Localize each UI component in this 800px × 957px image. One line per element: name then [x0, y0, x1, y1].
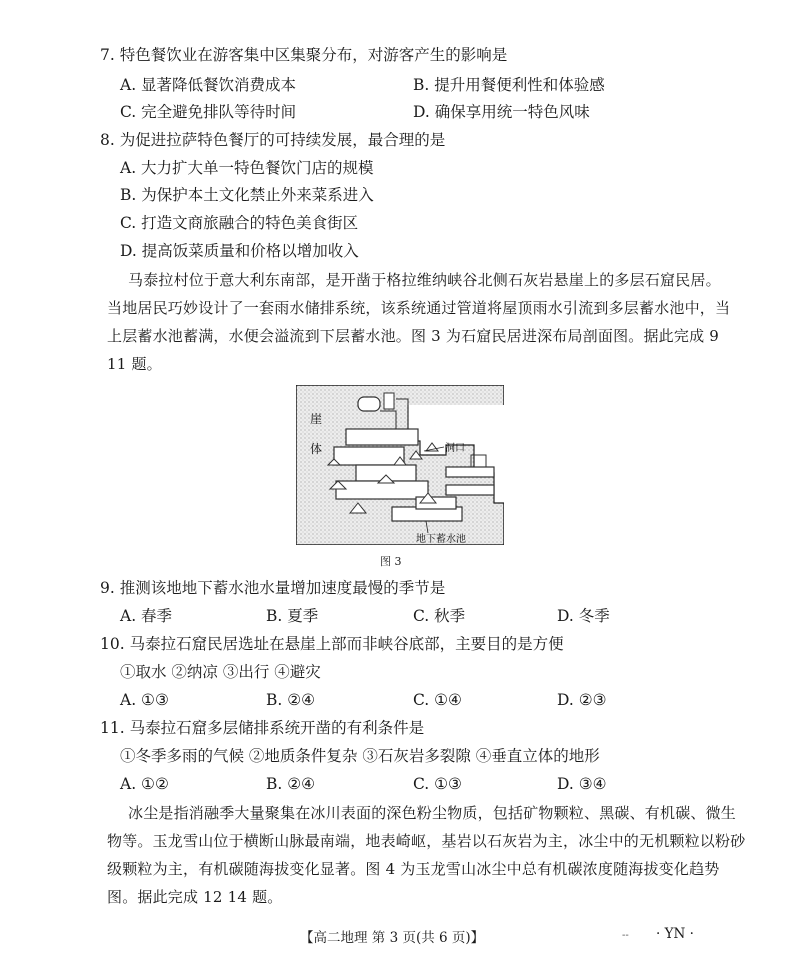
q7-option-b: B. 提升用餐便利性和体验感 — [413, 76, 605, 94]
q10-option-a: A. ①③ — [120, 691, 169, 709]
q10-option-d: D. ②③ — [557, 691, 607, 709]
passage-2-line-4: 图。据此完成 12 14 题。 — [107, 888, 283, 906]
footer-page-label: 【高二地理 第 3 页(共 6 页)】 — [300, 930, 485, 946]
body-label: 体 — [310, 442, 323, 456]
cliff-label: 崖 — [310, 412, 323, 426]
question-9-stem: 9. 推测该地地下蓄水池水量增加速度最慢的季节是 — [100, 579, 446, 597]
q11-option-d: D. ③④ — [557, 775, 607, 793]
passage-1-line-2: 当地居民巧妙设计了一套雨水储排系统，该系统通过管道将屋顶雨水引流到多层蓄水池中，当 — [107, 299, 731, 317]
figure-3-caption: 图 3 — [380, 555, 402, 568]
q7-option-d: D. 确保享用统一特色风味 — [413, 103, 590, 121]
q7-option-c: C. 完全避免排队等待时间 — [120, 103, 297, 121]
question-8-stem: 8. 为促进拉萨特色餐厅的可持续发展，最合理的是 — [100, 131, 446, 149]
q8-option-c: C. 打造文商旅融合的特色美食街区 — [120, 214, 359, 232]
passage-2-line-2: 物等。玉龙雪山位于横断山脉最南端，地表崎岖，基岩以石灰岩为主，冰尘中的无机颗粒以粉砂 — [107, 832, 746, 850]
passage-1-line-4: 11 题。 — [107, 355, 162, 373]
q11-option-c: C. ①③ — [413, 775, 462, 793]
cistern-label: 地下蓄水池 — [416, 534, 466, 545]
cave-mouth-label: 洞口 — [445, 443, 465, 454]
question-10-stem: 10. 马泰拉石窟民居选址在悬崖上部而非峡谷底部，主要目的是方便 — [100, 635, 564, 653]
q7-option-a: A. 显著降低餐饮消费成本 — [120, 76, 297, 94]
passage-1-line-3: 上层蓄水池蓄满，水便会溢流到下层蓄水池。图 3 为石窟民居进深布局剖面图。据此完成 9 — [107, 327, 719, 345]
figure-3-cave-dwelling-section — [296, 385, 504, 545]
q9-option-d: D. 冬季 — [557, 607, 610, 625]
passage-2-line-3: 级颗粒为主，有机碳随海拔变化显著。图 4 为玉龙雪山冰尘中总有机碳浓度随海拔变化趋势 — [107, 860, 720, 878]
q9-option-a: A. 春季 — [120, 607, 173, 625]
question-11-stem: 11. 马泰拉石窟多层储排系统开凿的有利条件是 — [100, 719, 425, 737]
passage-2-line-1: 冰尘是指消融季大量聚集在冰川表面的深色粉尘物质，包括矿物颗粒、黑碳、有机碳、微生 — [128, 804, 737, 822]
q8-option-b: B. 为保护本土文化禁止外来菜系进入 — [120, 186, 374, 204]
passage-1-line-1: 马泰拉村位于意大利东南部，是开凿于格拉维纳峡谷北侧石灰岩悬崖上的多层石窟民居。 — [128, 271, 721, 289]
footer-mark: -- — [622, 930, 629, 941]
q11-option-b: B. ②④ — [266, 775, 316, 793]
q8-option-d: D. 提高饭菜质量和价格以增加收入 — [120, 242, 359, 260]
q11-option-a: A. ①② — [120, 775, 169, 793]
question-7-stem: 7. 特色餐饮业在游客集中区集聚分布，对游客产生的影响是 — [100, 46, 508, 64]
q10-items: ①取水 ②纳凉 ③出行 ④避灾 — [120, 663, 321, 681]
q11-items: ①冬季多雨的气候 ②地质条件复杂 ③石灰岩多裂隙 ④垂直立体的地形 — [120, 747, 600, 765]
q10-option-c: C. ①④ — [413, 691, 462, 709]
q10-option-b: B. ②④ — [266, 691, 316, 709]
q9-option-b: B. 夏季 — [266, 607, 319, 625]
footer-code: · YN · — [656, 926, 694, 942]
q9-option-c: C. 秋季 — [413, 607, 466, 625]
q8-option-a: A. 大力扩大单一特色餐饮门店的规模 — [120, 159, 374, 177]
